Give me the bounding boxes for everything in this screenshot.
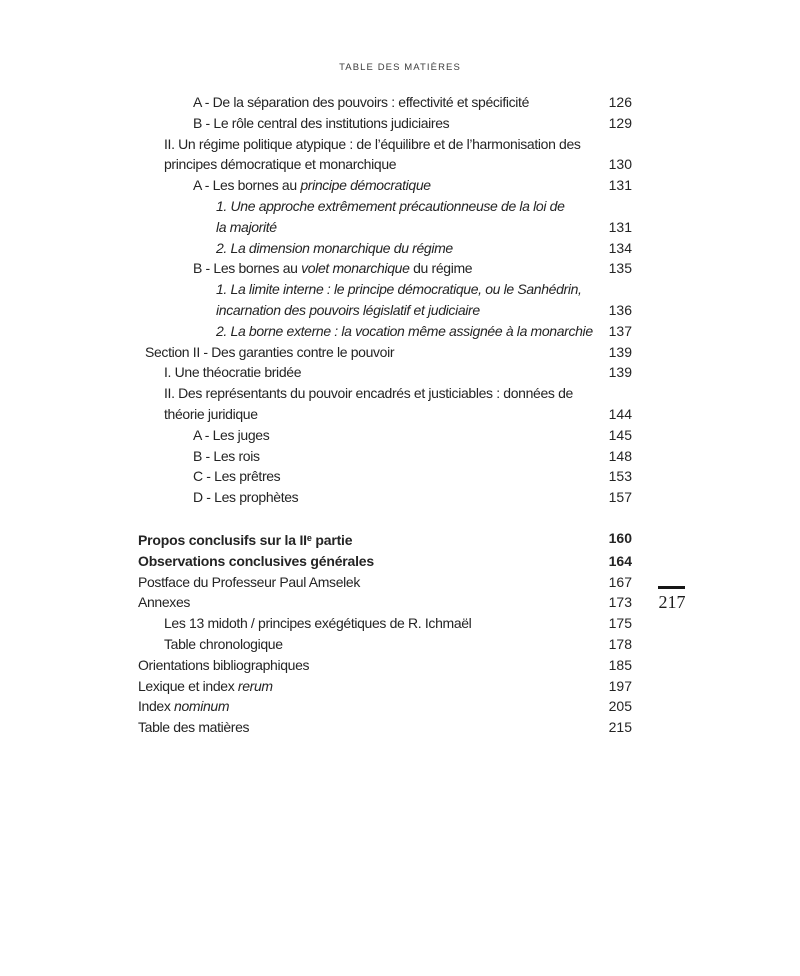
toc-page-number: 134 (608, 239, 632, 256)
toc-entry-text: Section II - Des garanties contre le pouvoir (145, 343, 395, 360)
toc-entry (138, 592, 632, 613)
running-head: TABLE DES MATIÈRES (339, 62, 461, 73)
toc-entry (138, 446, 632, 467)
toc-page-number: 153 (608, 468, 632, 485)
toc-entry (138, 154, 632, 175)
toc-page-number: 175 (608, 615, 632, 632)
toc-entry-text: Table chronologique (164, 635, 283, 652)
toc-page-number: 139 (608, 343, 632, 360)
toc-entry-text: théorie juridique (164, 405, 258, 422)
toc-entry (138, 383, 632, 404)
toc-entry (138, 466, 632, 487)
toc-entry (138, 196, 632, 217)
toc-list (138, 92, 632, 738)
toc-page-number: 197 (608, 677, 632, 694)
toc-entry-text: 2. La dimension monarchique du régime (216, 239, 453, 256)
toc-entry (138, 238, 632, 259)
toc-entry (138, 175, 632, 196)
toc-entry (138, 258, 632, 279)
toc-entry-text: Orientations bibliographiques (138, 656, 310, 673)
toc-entry-text: Index nominum (138, 698, 230, 715)
folio-rule (658, 586, 685, 589)
toc-entry (138, 717, 632, 738)
toc-page-number: 130 (608, 156, 632, 173)
toc-entry-text: 1. Une approche extrêmement précautionneuse de la loi de (216, 197, 565, 214)
toc-entry-text: B - Les rois (193, 447, 260, 464)
toc-entry-text: Table des matières (138, 719, 250, 736)
toc-entry-text: 2. La borne externe : la vocation même assignée à la monarchie (216, 322, 593, 339)
toc-entry-text: II. Des représentants du pouvoir encadrés et justiciables : données de (164, 385, 573, 402)
toc-page-number: 167 (608, 573, 632, 590)
toc-page-number: 185 (608, 656, 632, 673)
toc-page-number: 137 (608, 322, 632, 339)
toc-entry (138, 404, 632, 425)
toc-page-number: 148 (608, 447, 632, 464)
toc-entry (138, 634, 632, 655)
toc-entry-text: B - Les bornes au volet monarchique du régime (193, 260, 473, 277)
toc-entry (138, 613, 632, 634)
toc-entry-text: la majorité (216, 218, 277, 235)
toc-entry-text: A - Les juges (193, 426, 270, 443)
toc-entry (138, 279, 632, 300)
toc-entry (138, 528, 632, 551)
toc-entry (138, 134, 632, 155)
toc-entry-text: II. Un régime politique atypique : de l’équilibre et de l’harmonisation des (164, 135, 581, 152)
toc-entry (138, 321, 632, 342)
toc-page-number: 131 (608, 218, 632, 235)
toc-entry (138, 572, 632, 593)
toc-entry-text: incarnation des pouvoirs législatif et judiciaire (216, 301, 480, 318)
toc-entry-text: Lexique et index rerum (138, 677, 273, 694)
toc-page-number: 144 (608, 405, 632, 422)
toc-page-number: 173 (608, 594, 632, 611)
toc-entry (138, 113, 632, 134)
toc-entry-text: Propos conclusifs sur la IIe partie (138, 531, 353, 548)
folio-page-number: 217 (658, 592, 686, 612)
toc-entry-text: A - De la séparation des pouvoirs : effectivité et spécificité (193, 94, 530, 110)
toc-page-number: 145 (608, 426, 632, 443)
toc-entry-text: D - Les prophètes (193, 489, 299, 506)
toc-page-number: 178 (608, 635, 632, 652)
toc-entry (138, 655, 632, 676)
toc-entry (138, 487, 632, 508)
toc-entry-text: C - Les prêtres (193, 468, 281, 485)
toc-page-number: 139 (608, 364, 632, 381)
toc-page-number: 157 (608, 489, 632, 506)
toc-entry (138, 92, 632, 113)
toc-entry-text: I. Une théocratie bridée (164, 364, 302, 381)
toc-entry (138, 342, 632, 363)
toc-entry (138, 300, 632, 321)
toc-entry (138, 362, 632, 383)
toc-page-number: 215 (608, 719, 632, 736)
toc-entry-text: B - Le rôle central des institutions judiciaires (193, 114, 450, 131)
toc-entry-text: Les 13 midoth / principes exégétiques de R. Ichmaël (164, 615, 472, 632)
toc-entry (138, 425, 632, 446)
toc-page-number: 126 (608, 94, 632, 110)
toc-entry-text: Postface du Professeur Paul Amselek (138, 573, 360, 590)
toc-page-number: 135 (608, 260, 632, 277)
toc-entry-text: Annexes (138, 594, 191, 611)
toc-entry (138, 676, 632, 697)
toc-entry-text: principes démocratique et monarchique (164, 156, 397, 173)
toc-page-number: 131 (608, 177, 632, 194)
toc-entry-text: Observations conclusives générales (138, 552, 374, 569)
toc-entry (138, 696, 632, 717)
toc-entry-text: 1. La limite interne : le principe démocratique, ou le Sanhédrin, (216, 281, 582, 298)
toc-page-number: 205 (608, 698, 632, 715)
toc-entry (138, 217, 632, 238)
toc-page-number: 129 (608, 114, 632, 131)
toc-entry-text: A - Les bornes au principe démocratique (193, 177, 431, 194)
toc-page-number: 160 (608, 529, 632, 546)
toc-page-number: 136 (608, 301, 632, 318)
toc-entry (138, 551, 632, 572)
toc-page-number: 164 (608, 552, 632, 569)
